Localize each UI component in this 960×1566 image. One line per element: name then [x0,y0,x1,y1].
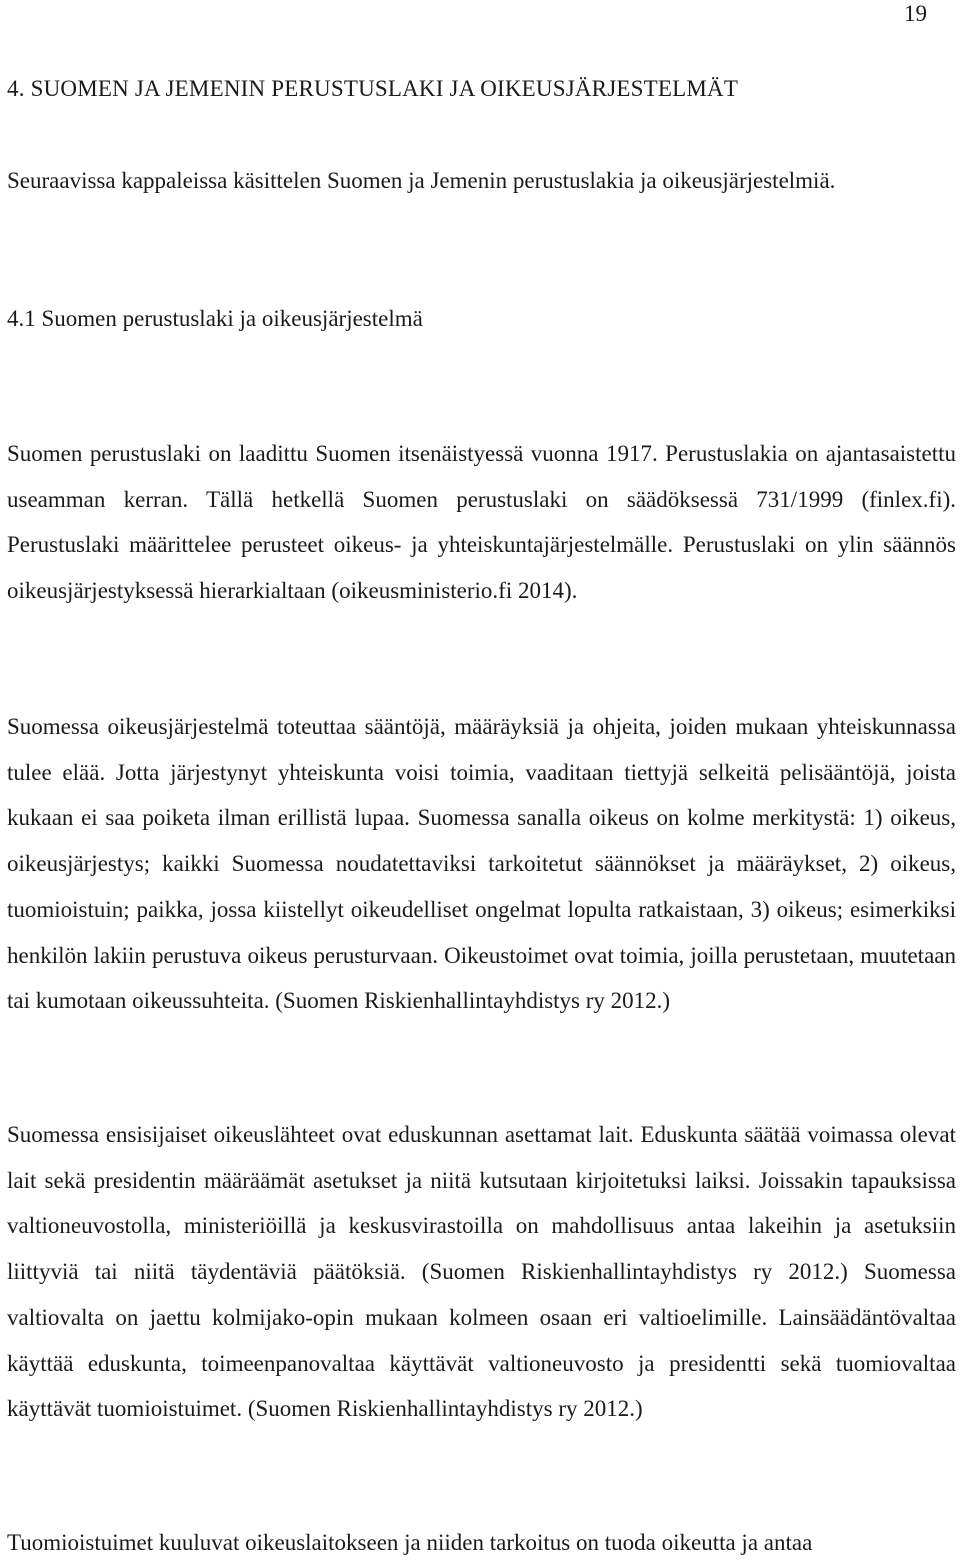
intro-paragraph: Seuraavissa kappaleissa käsittelen Suomen ja Jemenin perustuslakia ja oikeusjärjestelmiä. [7,168,836,193]
chapter-heading: 4. SUOMEN JA JEMENIN PERUSTUSLAKI JA OIKEUSJÄRJESTELMÄT [7,76,739,101]
section-heading: 4.1 Suomen perustuslaki ja oikeusjärjestelmä [7,306,423,331]
page-number: 19 [904,1,927,26]
body-paragraph-constitution: Suomen perustuslaki on laadittu Suomen itsenäistyessä vuonna 1917. Perustuslakia on ajantasaistettu useamman kerran. Tällä hetkellä Suomen perustuslaki on säädöksessä 731/1999 (finlex.fi). Perustuslaki määrittelee perusteet oikeus- ja yhteiskuntajärjestelmälle. Perustuslaki on ylin säännös oikeusjärjestyksessä hierarkialtaan (oikeusministerio.fi 2014). [7,441,956,604]
body-paragraph-courts: Tuomioistuimet kuuluvat oikeuslaitokseen ja niiden tarkoitus on tuoda oikeutta ja antaa [7,1530,813,1555]
body-paragraph-legal-system: Suomessa oikeusjärjestelmä toteuttaa sääntöjä, määräyksiä ja ohjeita, joiden mukaan yhteiskunnassa tulee elää. Jotta järjestynyt yhteiskunta voisi toimia, vaaditaan tiettyjä selkeitä pelisääntöjä, joista kukaan ei saa poiketa ilman erillistä lupaa. Suomessa sanalla oikeus on kolme merkitystä: 1) oikeus, oikeusjärjestys; kaikki Suomessa noudatettaviksi tarkoitetut säännökset ja määräykset, 2) oikeus, tuomioistuin; paikka, jossa kiistellyt oikeudelliset ongelmat lopulta ratkaistaan, 3) oikeus; esimerkiksi henkilön lakiin perustuva oikeus perusturvaan. Oikeustoimet ovat toimia, joilla perustetaan, muutetaan tai kumotaan oikeussuhteita. (Suomen Riskienhallintayhdistys ry 2012.) [7,714,956,1014]
body-paragraph-legal-sources: Suomessa ensisijaiset oikeuslähteet ovat eduskunnan asettamat lait. Eduskunta säätää voimassa olevat lait sekä presidentin määräämät asetukset ja niitä kutsutaan kirjoitetuksi laiksi. Joissakin tapauksissa valtioneuvostolla, ministeriöillä ja keskusvirastoilla on mahdollisuus antaa lakeihin ja asetuksiin liittyviä tai niitä täydentäviä päätöksiä. (Suomen Riskienhallintayhdistys ry 2012.) Suomessa valtiovalta on jaettu kolmijako-opin mukaan kolmeen osaan eri valtioelimille. Lainsäädäntövaltaa käyttää eduskunta, toimeenpanovaltaa käyttävät valtioneuvosto ja presidentti sekä tuomiovaltaa käyttävät tuomioistuimet. (Suomen Riskienhallintayhdistys ry 2012.) [7,1122,956,1422]
